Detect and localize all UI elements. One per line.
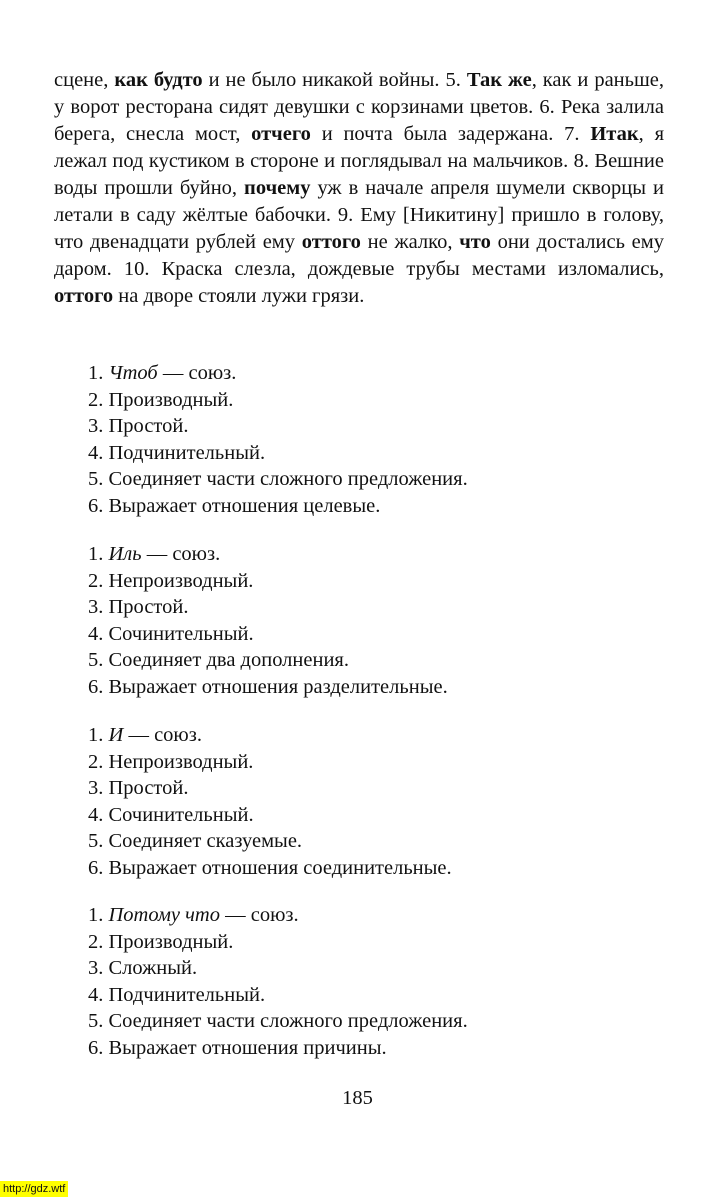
parse-item: 5. Соединяет части сложного предложения.: [88, 468, 468, 491]
conjunction-word: И: [108, 724, 124, 746]
parse-item: 1. Иль — союз.: [88, 543, 221, 565]
text-run: сцене,: [54, 69, 115, 91]
parse-item: 4. Сочинительный.: [88, 622, 254, 645]
parse-item: 4. Сочинительный.: [88, 803, 254, 826]
parse-item: 1. Потому что — союз.: [88, 904, 299, 926]
bold-conjunction: Итак: [590, 123, 639, 145]
parse-item: 2. Производный.: [88, 388, 234, 411]
parse-block-i: [88, 722, 452, 882]
bold-conjunction: оттого: [54, 285, 114, 307]
parse-block-il: [88, 541, 448, 701]
parse-block-potomu-chto: [88, 902, 468, 1062]
parse-item: 3. Простой.: [88, 596, 189, 619]
parse-item: 6. Выражает отношения разделительные.: [88, 675, 448, 698]
parse-item: 4. Подчинительный.: [88, 441, 266, 464]
bold-conjunction: отчего: [251, 123, 311, 145]
text-run: они достались ему даром. 10. Краска слезла, дождевые трубы местами изломались,: [54, 231, 664, 280]
conjunction-word: Чтоб: [108, 362, 158, 384]
text-run: и почта была задержана. 7.: [310, 123, 591, 145]
parse-item: 5. Соединяет части сложного предложения.: [88, 1010, 468, 1033]
parse-item: 1. Чтоб — союз.: [88, 362, 237, 384]
parse-item: 6. Выражает отношения целевые.: [88, 494, 381, 517]
watermark-link[interactable]: http://gdz.wtf: [0, 1181, 68, 1197]
parse-item: 6. Выражает отношения причины.: [88, 1036, 387, 1059]
bold-conjunction: Так же: [466, 69, 532, 91]
page-number: 185: [342, 1087, 373, 1109]
parse-item: 3. Простой.: [88, 777, 189, 800]
parse-item: 1. И — союз.: [88, 724, 202, 746]
parse-item: 2. Производный.: [88, 930, 234, 953]
bold-conjunction: почему: [244, 177, 311, 199]
conjunction-word: Иль: [108, 543, 142, 565]
text-run: не жалко,: [360, 231, 460, 253]
parse-item: 6. Выражает отношения соединительные.: [88, 856, 452, 879]
parse-item: 3. Простой.: [88, 415, 189, 438]
parse-block-chtob: [88, 360, 468, 520]
text-run: , я лежал под кустиком в стороне и поглядывал на мальчиков. 8. Вешние воды прошли буйно,: [54, 123, 664, 199]
bold-conjunction: что: [459, 231, 491, 253]
parse-item: 3. Сложный.: [88, 957, 198, 980]
parse-item: 5. Соединяет сказуемые.: [88, 830, 303, 853]
bold-conjunction: оттого: [301, 231, 361, 253]
text-run: , как и раньше, у ворот ресторана сидят девушки с корзинами цветов. 6. Река залила берега, снесла мост,: [54, 69, 664, 145]
bold-conjunction: как будто: [114, 69, 203, 91]
text-run: и не было никакой войны. 5.: [202, 69, 467, 91]
exercise-paragraph: [54, 67, 664, 310]
text-run: уж в начале апреля шумели скворцы и летали в саду жёлтые бабочки. 9. Ему [Никитину] пришло в голову, что двенадцати рублей ему: [54, 177, 665, 253]
conjunction-word: Потому что: [108, 904, 220, 926]
parse-item: 2. Непроизводный.: [88, 750, 254, 773]
parse-item: 5. Соединяет два дополнения.: [88, 649, 349, 672]
parse-item: 4. Подчинительный.: [88, 983, 266, 1006]
parse-item: 2. Непроизводный.: [88, 569, 254, 592]
text-run: на дворе стояли лужи грязи.: [113, 285, 365, 307]
